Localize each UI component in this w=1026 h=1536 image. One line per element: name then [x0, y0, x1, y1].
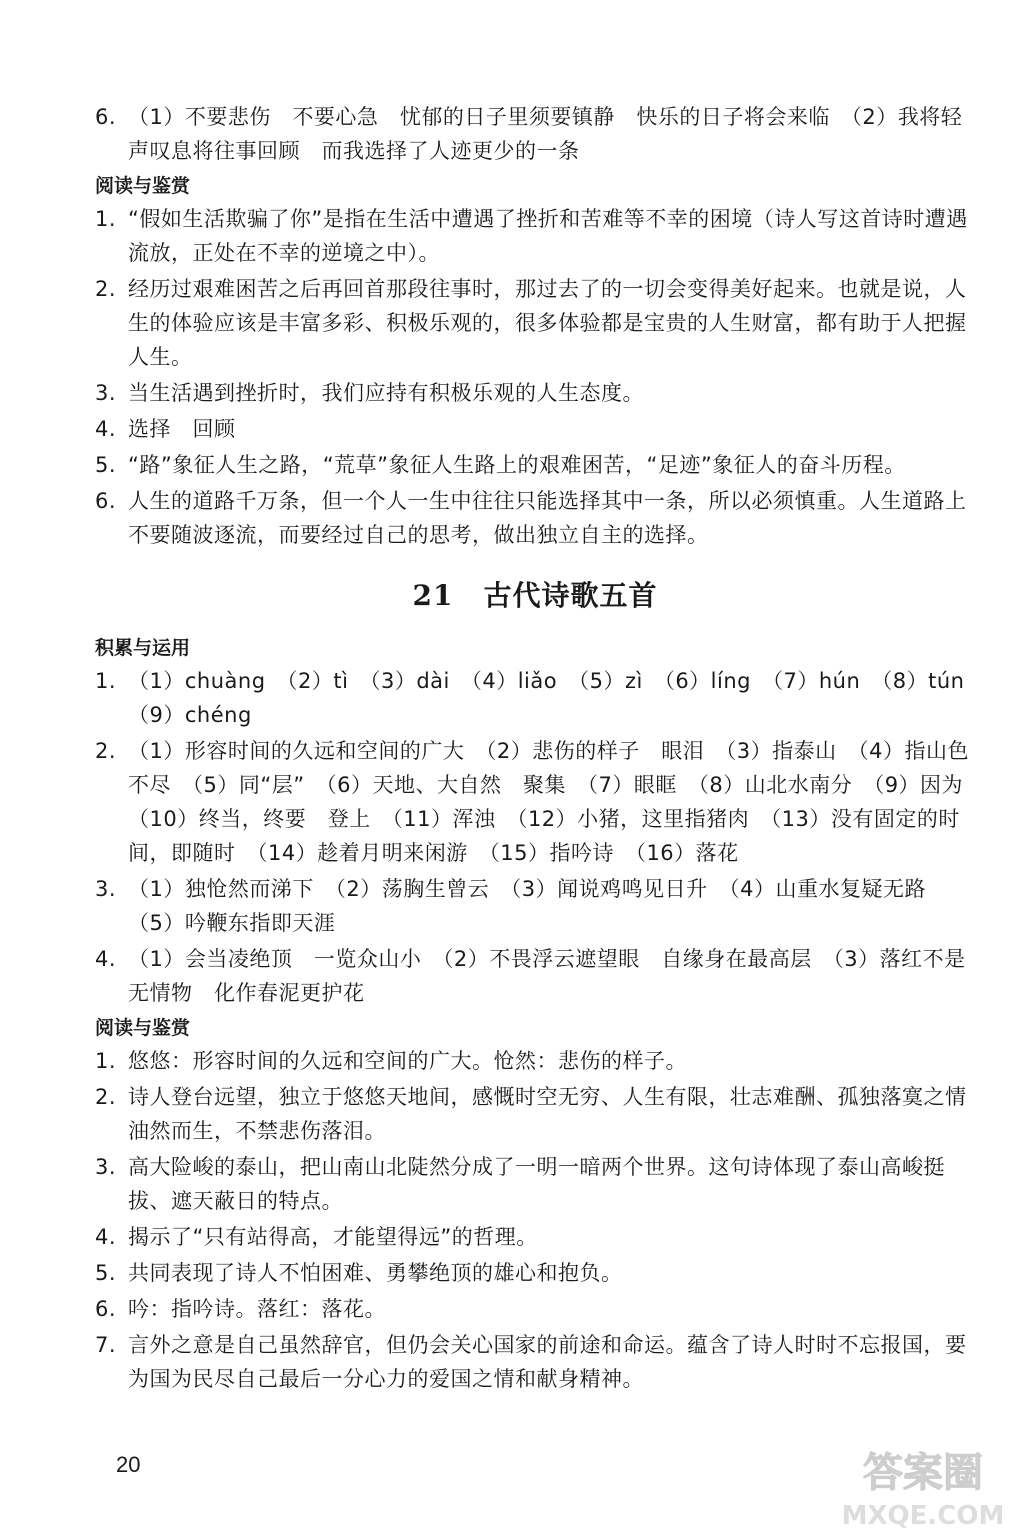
item-number: 1.: [95, 207, 117, 231]
lesson-title: [95, 574, 975, 614]
answer-item: [95, 734, 991, 870]
item-text: “假如生活欺骗了你”是指在生活中遭遇了挫折和苦难等不幸的困境（诗人写这首诗时遭遇流放，正处在不幸的逆境之中）。: [128, 207, 968, 265]
item-number: 6.: [95, 489, 117, 513]
item-number: 4.: [95, 417, 117, 441]
item-number: 7.: [95, 1333, 117, 1357]
item-number: 3.: [95, 1155, 117, 1179]
answer-item: [95, 942, 975, 1010]
answer-item: [95, 1292, 975, 1326]
answer-item: [95, 484, 975, 552]
item-number: 2.: [95, 277, 117, 301]
answer-item: [95, 376, 975, 410]
answer-item: [95, 664, 986, 732]
answer-item: [95, 1328, 975, 1396]
section-heading-reading-2: 阅读与鉴赏: [95, 1017, 191, 1039]
answer-item: [95, 100, 975, 168]
item-text: 揭示了“只有站得高，才能望得远”的哲理。: [128, 1225, 538, 1249]
answer-item: [95, 1044, 975, 1078]
answer-content: [95, 100, 991, 1396]
item-number: 1.: [95, 1049, 117, 1073]
item-text: 选择 回顾: [128, 417, 236, 441]
item-text: 人生的道路千万条，但一个人一生中往往只能选择其中一条，所以必须慎重。人生道路上不要随波逐流，而要经过自己的思考，做出独立自主的选择。: [128, 489, 967, 547]
item-number: 2.: [95, 1085, 117, 1109]
answer-item: [95, 1256, 975, 1290]
watermark-text: 答案圈: [863, 1450, 983, 1496]
answer-item: [95, 448, 975, 482]
item-text: 言外之意是自己虽然辞官，但仍会关心国家的前途和命运。蕴含了诗人时时不忘报国，要为国为民尽自己最后一分心力的爱国之情和献身精神。: [128, 1333, 967, 1391]
page-number: 20: [116, 1452, 141, 1477]
watermark-logo: [830, 1436, 1016, 1532]
item-number: 5.: [95, 1261, 117, 1285]
answer-item: [95, 1220, 975, 1254]
item-text: 诗人登台远望，独立于悠悠天地间，感慨时空无穷、人生有限，壮志难酬、孤独落寞之情油然而生，不禁悲伤落泪。: [128, 1085, 967, 1143]
answer-item: [95, 1150, 975, 1218]
item-text: （1）会当凌绝顶 一览众山小 （2）不畏浮云遮望眼 自缘身在最高层 （3）落红不是无情物 化作春泥更护花: [128, 947, 966, 1005]
lesson-name: 古代诗歌五首: [483, 579, 658, 612]
answer-item: [95, 872, 975, 940]
item-text: 共同表现了诗人不怕困难、勇攀绝顶的雄心和抱负。: [128, 1261, 623, 1285]
answer-item: [95, 202, 975, 270]
item-number: 4.: [95, 1225, 117, 1249]
item-text: （1）形容时间的久远和空间的广大 （2）悲伤的样子 眼泪 （3）指泰山 （4）指山色 不尽 （5）同“层” （6）天地、大自然 聚集 （7）眼眶 （8）山北水南分 （9）因为 （10）终当，终要 登上 （11）浑浊 （12）小猪，这里指猪肉 （13）没有固定的时间，即随时 （14）趁着月明来闲游 （15）指吟诗 （16）落花: [128, 739, 991, 865]
item-text: 吟：指吟诗。落红：落花。: [128, 1297, 386, 1321]
item-text: 当生活遇到挫折时，我们应持有积极乐观的人生态度。: [128, 381, 644, 405]
item-number: 3.: [95, 877, 117, 901]
item-number: 4.: [95, 947, 117, 971]
lesson-number: 21: [412, 579, 454, 612]
item-number: 5.: [95, 453, 117, 477]
watermark-url: MXQE.COM: [841, 1501, 1005, 1531]
item-text: （1）不要悲伤 不要心急 忧郁的日子里须要镇静 快乐的日子将会来临 （2）我将轻声叹息将往事回顾 而我选择了人迹更少的一条: [128, 105, 963, 163]
item-number: 3.: [95, 381, 117, 405]
item-number: 2.: [95, 739, 117, 763]
item-text: （1）chuàng （2）tì （3）dài （4）liǎo （5）zì （6）líng （7）hún （8）tún （9）chéng: [128, 669, 986, 727]
item-text: 经历过艰难困苦之后再回首那段往事时，那过去了的一切会变得美好起来。也就是说，人生的体验应该是丰富多彩、积极乐观的，很多体验都是宝贵的人生财富，都有助于人把握人生。: [128, 277, 967, 369]
section-heading-accumulation: 积累与运用: [95, 637, 191, 659]
item-text: “路”象征人生之路，“荒草”象征人生路上的艰难困苦，“足迹”象征人的奋斗历程。: [128, 453, 906, 477]
section-heading-reading-1: 阅读与鉴赏: [95, 175, 191, 197]
item-text: 高大险峻的泰山，把山南山北陡然分成了一明一暗两个世界。这句诗体现了泰山高峻挺拔、遮天蔽日的特点。: [128, 1155, 945, 1213]
answer-item: [95, 1080, 975, 1148]
item-number: 6.: [95, 1297, 117, 1321]
item-text: 悠悠：形容时间的久远和空间的广大。怆然：悲伤的样子。: [128, 1049, 687, 1073]
answer-item: [95, 412, 975, 446]
item-number: 1.: [95, 669, 117, 693]
item-text: （1）独怆然而涕下 （2）荡胸生曾云 （3）闻说鸡鸣见日升 （4）山重水复疑无路 （5）吟鞭东指即天涯: [128, 877, 948, 935]
answer-item: [95, 272, 975, 374]
item-number: 6.: [95, 105, 117, 129]
